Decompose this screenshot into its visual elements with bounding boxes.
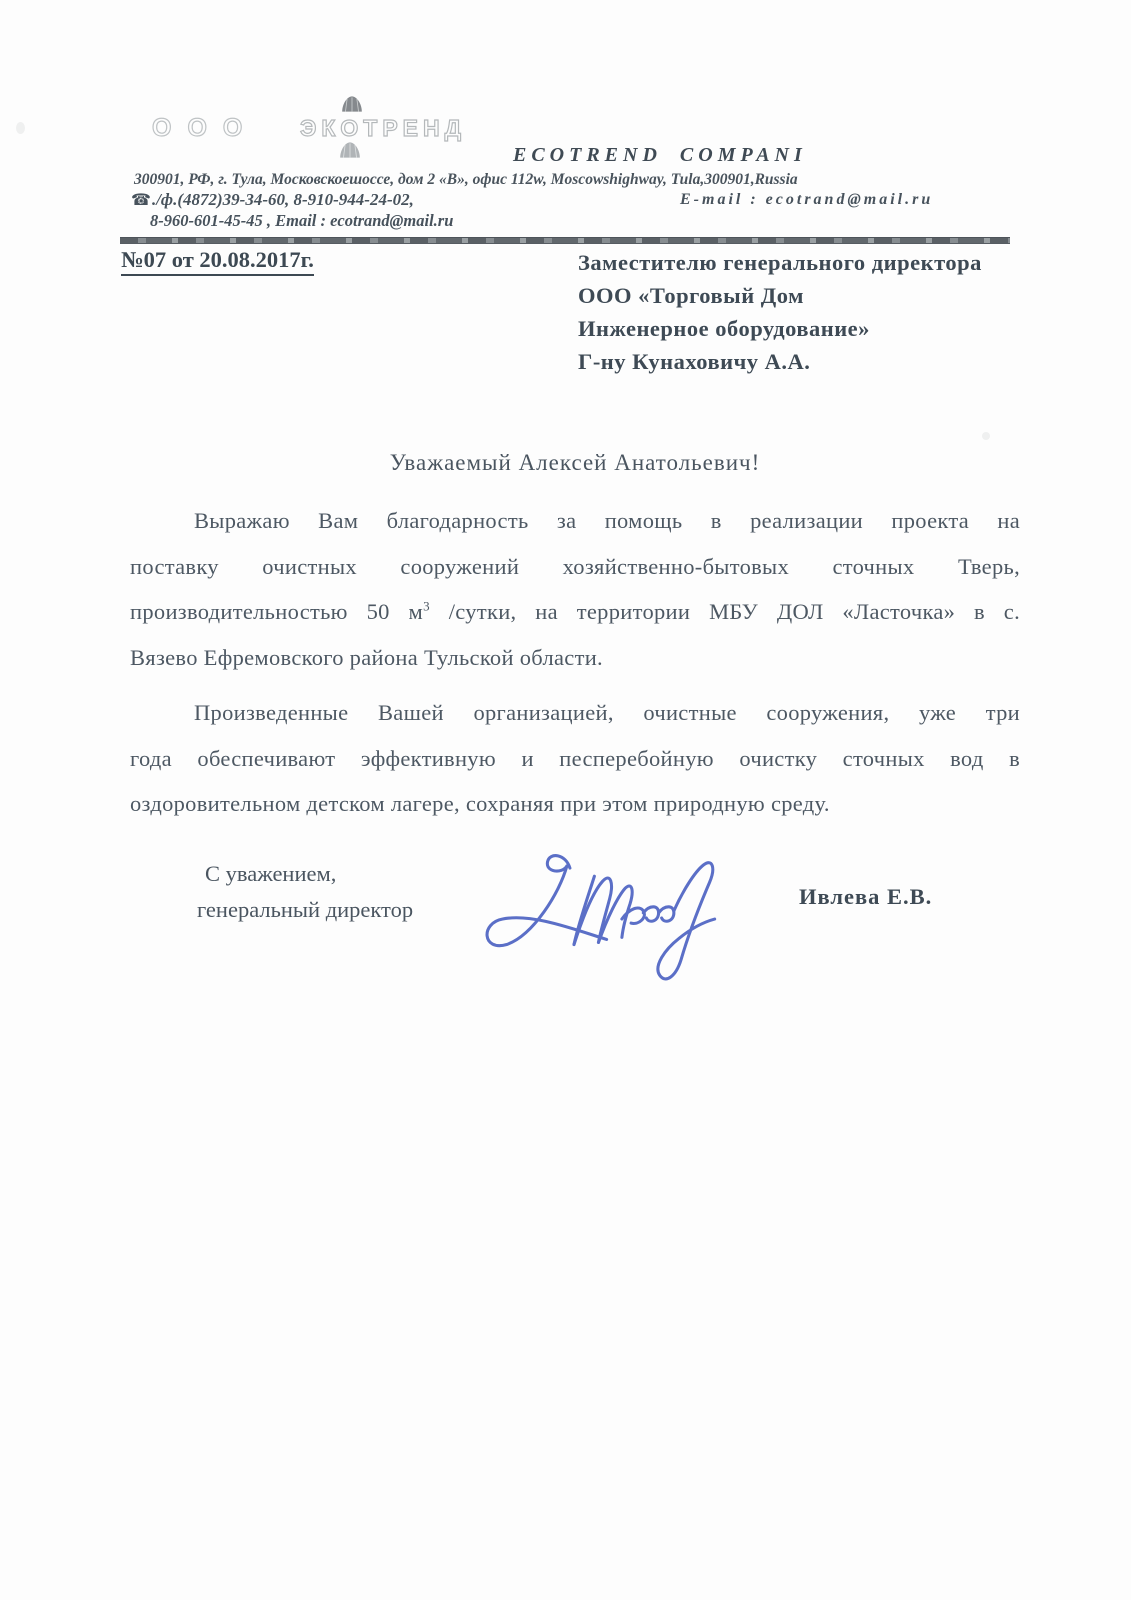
shell-bottom-icon	[338, 141, 362, 160]
recipient-line: Заместителю генерального директора	[578, 250, 982, 275]
logo-brand-text: ЭКОТРЕНД	[300, 115, 467, 141]
superscript-cubic: 3	[423, 598, 430, 614]
company-address: 300901, РФ, г. Тула, Московскоешоссе, дом 2 «В», офис 112w, Moscowshighway, Tula,300901,Russia	[134, 171, 798, 188]
signatory-name: Ивлева Е.В.	[799, 884, 933, 909]
body-line: поставку очистных сооружений хозяйственно-бытовых сточных Тверь,	[130, 553, 1020, 579]
email-address-top: E-mail : ecotrand@mail.ru	[680, 191, 934, 208]
body-line: Вязево Ефремовского района Тульской области.	[130, 644, 603, 670]
recipient-line: Инженерное оборудование»	[578, 316, 870, 341]
reference-number: №07 от 20.08.2017г.	[121, 247, 314, 276]
phone-line-1	[131, 190, 414, 210]
body-line	[130, 597, 1020, 643]
body-line-segment: /сутки, на территории МБУ ДОЛ «Ласточка» в с.	[429, 599, 1020, 624]
shell-top-icon	[340, 95, 364, 114]
body-line: года обеспечивают эффективную и песперебойную очистку сточных вод в	[130, 745, 1020, 771]
body-line-segment: производительностью 50 м	[130, 599, 424, 624]
body-line: Произведенные Вашей организацией, очистные сооружения, уже три	[194, 700, 1020, 725]
logo-ooo-text: ООО	[152, 114, 259, 142]
closing-phrase: С уважением,	[205, 861, 337, 886]
signature-handwriting	[468, 842, 733, 992]
scan-artifact	[982, 432, 990, 440]
phone-icon: ☎	[131, 190, 151, 209]
recipient-line: ООО «Торговый Дом	[578, 283, 804, 308]
closing-block	[197, 856, 413, 928]
body-paragraph-2	[130, 698, 1020, 835]
phone-line-2: 8-960-601-45-45 , Email : ecotrand@mail.ru	[150, 211, 454, 230]
body-line: оздоровительном детском лагере, сохраняя при этом природную среду.	[130, 791, 830, 816]
header-divider	[120, 237, 1010, 244]
body-paragraph-1	[130, 506, 1020, 688]
recipient-line: Г-ну Кунаховичу А.А.	[578, 349, 811, 374]
salutation: Уважаемый Алексей Анатольевич!	[389, 450, 761, 475]
company-name: ECOTREND COMPANI	[513, 144, 807, 166]
signatory-title: генеральный директор	[197, 897, 414, 922]
recipient-block	[578, 246, 1038, 378]
phone-line-1-text: ./ф.(4872)39-34-60, 8-910-944-24-02,	[151, 190, 414, 209]
body-line: Выражаю Вам благодарность за помощь в реализации проекта на	[194, 508, 1020, 533]
scan-artifact	[16, 122, 25, 134]
